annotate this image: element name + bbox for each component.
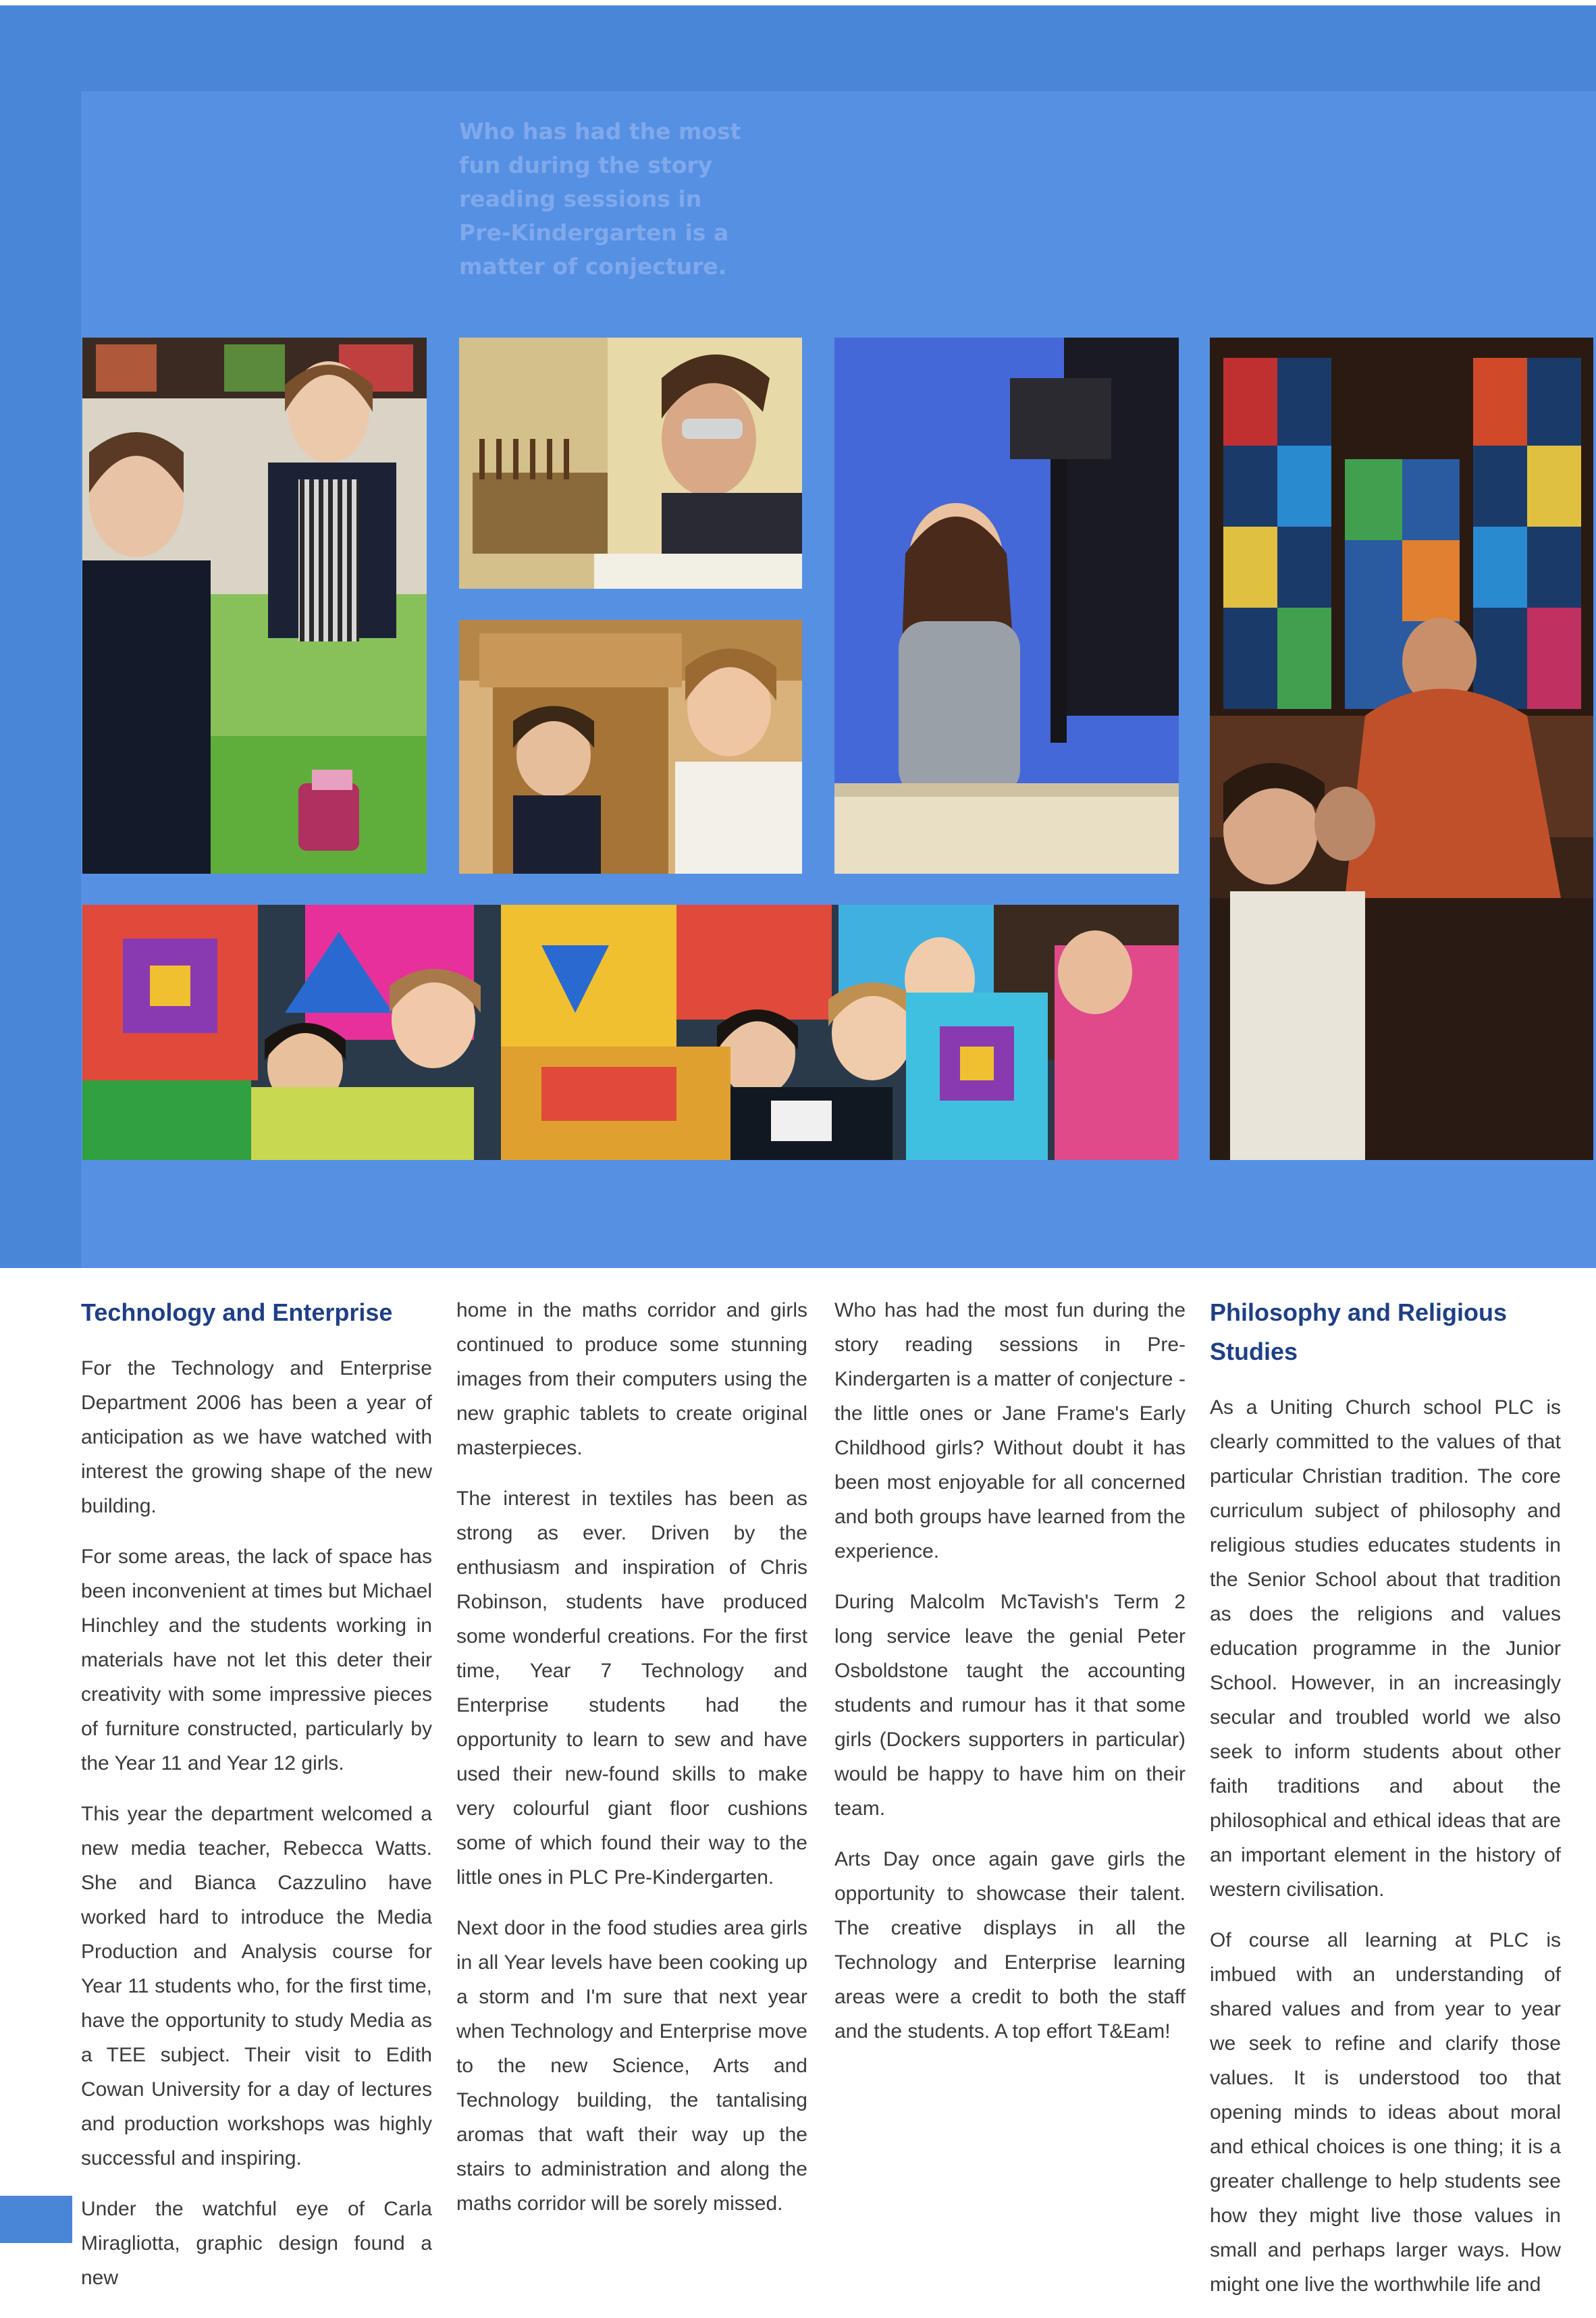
paragraph: Next door in the food studies area girls in all Year levels have been cooking up a storm and I'm sure that next year when Technology and Enterprise move to the new Science, Arts and Technology building, the tantalising aromas that waft their way up the stairs to administration and along the maths corridor will be sorely missed. xyxy=(456,1917,807,2215)
paragraph: Arts Day once again gave girls the opportunity to showcase their talent. The creative displays in all the Technology and Enterprise learning areas were a credit to both the staff and the students. A top effort T&Eam! xyxy=(834,1848,1186,2043)
paragraph: Of course all learning at PLC is imbued with an understanding of shared values and from year to year we seek to refine and clarify those values. It is understood too that opening minds to ideas about moral and ethical choices is one thing; it is a greater challenge to help students see how they might live those values in small and perhaps larger ways. How might one live the worthwhile life and xyxy=(1210,1929,1561,2296)
photo-wooden-lectern xyxy=(459,620,802,874)
column-4 xyxy=(1210,1293,1561,2318)
paragraph: For the Technology and Enterprise Department 2006 has been a year of anticipation as we have watched with interest the growing shape of the new building. xyxy=(81,1357,432,1517)
paragraph: home in the maths corridor and girls continued to produce some stunning images from their computers using the new graphic tablets to create original masterpieces. xyxy=(456,1299,807,1459)
column-2 xyxy=(456,1293,807,2237)
top-edge xyxy=(0,0,1596,5)
paragraph: As a Uniting Church school PLC is clearly committed to the values of that particular Christian tradition. The core curriculum subject of philosophy and religious studies educates students in the Senior School about that tradition as does the religions and values education programme in the Junior School. However, in an increasingly secular and troubled world we also seek to inform students about other faith traditions and about the philosophical and ethical ideas that are an important element in the history of western civilisation. xyxy=(1210,1396,1561,1901)
photo-media-studio xyxy=(834,338,1179,874)
photo-chapel-monk xyxy=(1210,338,1593,1160)
heading-technology-enterprise: Technology and Enterprise xyxy=(81,1298,393,1326)
column-3 xyxy=(834,1293,1186,2065)
photo-girls-cooking xyxy=(82,338,427,874)
page-edge-tab xyxy=(0,2196,72,2243)
paragraph: This year the department welcomed a new media teacher, Rebecca Watts. She and Bianca Cazzulino have worked hard to introduce the Media Production and Analysis course for Year 11 students who, for the first time, have the opportunity to study Media as a TEE subject. Their visit to Edith Cowan University for a day of lectures and production workshops was highly successful and inspiring. xyxy=(81,1803,432,2169)
photo-colourful-cushions xyxy=(82,905,1179,1160)
paragraph: Under the watchful eye of Carla Miragliotta, graphic design found a new xyxy=(81,2198,432,2289)
pull-quote: Who has had the most fun during the story reading sessions in Pre-Kindergarten is a matter of conjecture. xyxy=(459,118,741,280)
photo-woodworking xyxy=(459,338,802,589)
paragraph: During Malcolm McTavish's Term 2 long service leave the genial Peter Osboldstone taught the accounting students and rumour has it that some girls (Dockers supporters in particular) would be happy to have him on their team. xyxy=(834,1591,1186,1820)
paragraph: For some areas, the lack of space has been inconvenient at times but Michael Hinchley and the students working in materials have not let this deter their creativity with some impressive pieces of furniture constructed, particularly by the Year 11 and Year 12 girls. xyxy=(81,1546,432,1774)
heading-philosophy-religious-studies: Philosophy and Religious Studies xyxy=(1210,1298,1508,1365)
paragraph: The interest in textiles has been as strong as ever. Driven by the enthusiasm and inspiration of Chris Robinson, students have produced some wonderful creations. For the first time, Year 7 Technology and Enterprise students had the opportunity to learn to sew and have used their new-found skills to make very colourful giant floor cushions some of which found their way to the little ones in PLC Pre-Kindergarten. xyxy=(456,1487,807,1889)
column-1 xyxy=(81,1293,432,2311)
paragraph: Who has had the most fun during the story reading sessions in Pre-Kindergarten is a matter of conjecture - the little ones or Jane Frame's Early Childhood girls? Without doubt it has been most enjoyable for all concerned and both groups have learned from the experience. xyxy=(834,1299,1186,1562)
